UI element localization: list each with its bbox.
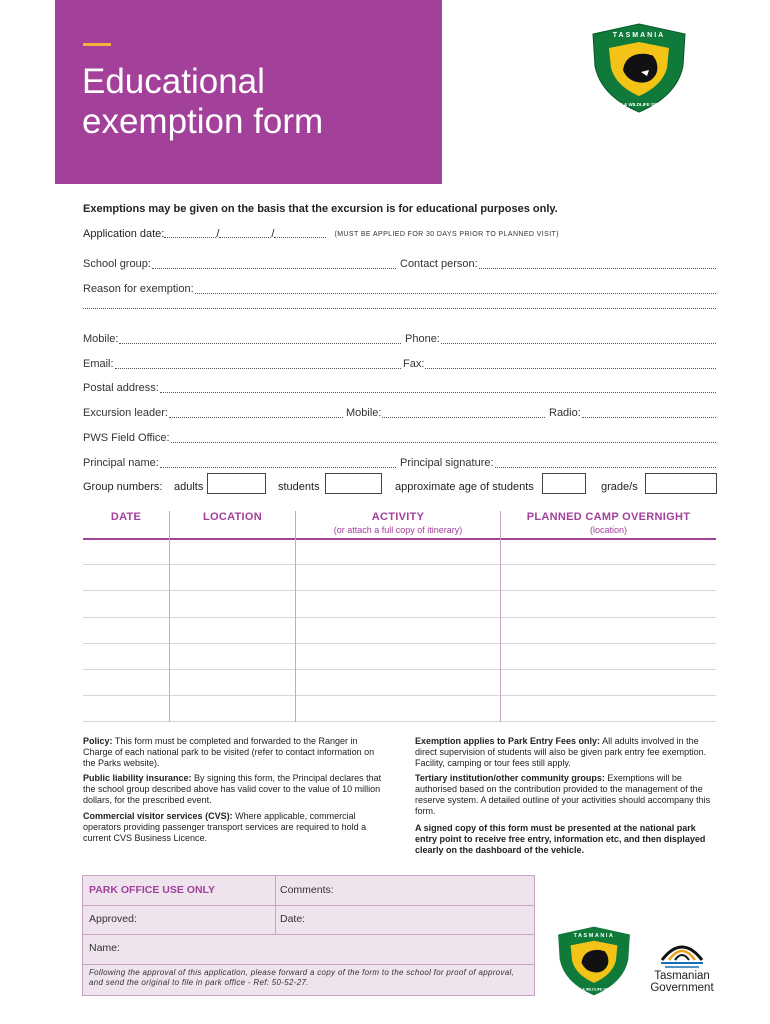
table-row[interactable] xyxy=(83,669,716,670)
signed-copy-note: A signed copy of this form must be presented at the national park entry point to receive free entry, information etc, and then displayed clearly on the dashboard of the vehicle. xyxy=(415,823,706,855)
table-header-rule xyxy=(83,538,716,540)
grades-input[interactable] xyxy=(645,473,717,494)
application-date-row xyxy=(83,228,559,240)
table-row[interactable] xyxy=(83,643,716,644)
date-month-field[interactable] xyxy=(219,237,271,238)
park-office-box xyxy=(82,875,535,996)
fax-field[interactable]: Fax: xyxy=(403,357,716,371)
table-header-location: LOCATION xyxy=(202,511,263,523)
cvs-note: Commercial visitor services (CVS): Where applicable, commercial operators providing passenger transport services are required to hold a current CVS Business Licence. xyxy=(83,811,367,843)
tertiary-note: Tertiary institution/other community groups: Exemptions will be authorised based on the contribution provided to the management of the reserve system. A detailed outline of your activities should accompany this form. xyxy=(415,773,711,816)
students-label: students xyxy=(278,481,320,493)
principal-signature-field[interactable]: Principal signature: xyxy=(400,456,716,470)
tasmanian-government-crest-icon xyxy=(657,930,707,970)
logo-bottom-text: PARKS & WILDLIFE SERVICE xyxy=(607,102,671,107)
students-count-input[interactable] xyxy=(325,473,382,494)
table-row[interactable] xyxy=(83,590,716,591)
date-separator: / xyxy=(271,228,275,240)
date-separator: / xyxy=(216,228,220,240)
approved-field[interactable]: Approved: xyxy=(89,913,137,925)
reason-field-line2[interactable] xyxy=(83,307,716,311)
pws-field-office-field[interactable]: PWS Field Office: xyxy=(83,431,716,445)
logo-top-text: TASMANIA xyxy=(612,32,666,39)
table-header-camp: PLANNED CAMP OVERNIGHT xyxy=(526,511,691,523)
policy-note: Policy: This form must be completed and forwarded to the Ranger in Charge of each national park to be visited (refer to contact information on the Parks website). xyxy=(83,736,375,768)
date-day-field[interactable] xyxy=(164,237,216,238)
approx-age-label: approximate age of students xyxy=(395,481,534,493)
table-header-date: DATE xyxy=(110,511,142,523)
intro-text: Exemptions may be given on the basis that the excursion is for educational purposes only. xyxy=(83,203,558,215)
table-header-activity-note: (or attach a full copy of itinerary) xyxy=(333,525,463,535)
approx-age-input[interactable] xyxy=(542,473,586,494)
page-title: Educational exemption form xyxy=(82,62,324,141)
office-date-field[interactable]: Date: xyxy=(280,913,306,925)
parks-wildlife-logo-small xyxy=(555,925,633,997)
leader-mobile-field[interactable]: Mobile: xyxy=(346,406,545,420)
contact-person-field[interactable]: Contact person: xyxy=(400,257,716,271)
group-numbers-label: Group numbers: xyxy=(83,481,163,493)
date-year-field[interactable] xyxy=(274,237,326,238)
svg-text:PARKS & WILDLIFE SERVICE: PARKS & WILDLIFE SERVICE xyxy=(569,987,619,992)
excursion-leader-field[interactable]: Excursion leader: xyxy=(83,406,343,420)
comments-field[interactable]: Comments: xyxy=(280,884,334,896)
svg-text:TASMANIA: TASMANIA xyxy=(573,932,615,939)
table-column-divider xyxy=(500,511,501,722)
office-name-field[interactable]: Name: xyxy=(89,942,120,954)
table-header-camp-note: (location) xyxy=(589,525,627,535)
office-footer-note: Following the approval of this application, please forward a copy of the form to the school for proof of approval, and send the original to file in park office - Ref: 50-52-27. xyxy=(89,968,515,987)
application-date-note: (MUST BE APPLIED FOR 30 DAYS PRIOR TO PLANNED VISIT) xyxy=(334,231,559,238)
mobile-field[interactable]: Mobile: xyxy=(83,332,401,346)
application-date-label: Application date: xyxy=(83,228,165,240)
table-header-activity: ACTIVITY xyxy=(371,511,425,523)
phone-field[interactable]: Phone: xyxy=(405,332,716,346)
table-row[interactable] xyxy=(83,564,716,565)
grades-label: grade/s xyxy=(601,481,638,493)
radio-field[interactable]: Radio: xyxy=(549,406,716,420)
header-banner xyxy=(55,0,442,184)
table-row[interactable] xyxy=(83,721,716,722)
email-field[interactable]: Email: xyxy=(83,357,401,371)
adults-count-input[interactable] xyxy=(207,473,266,494)
reason-field[interactable]: Reason for exemption: xyxy=(83,282,716,296)
table-row[interactable] xyxy=(83,695,716,696)
table-column-divider xyxy=(295,511,296,722)
school-group-field[interactable]: School group: xyxy=(83,257,396,271)
header-accent-bar xyxy=(83,43,111,46)
parks-wildlife-logo xyxy=(589,22,689,114)
principal-name-field[interactable]: Principal name: xyxy=(83,456,396,470)
adults-label: adults xyxy=(174,481,204,493)
liability-note: Public liability insurance: By signing this form, the Principal declares that the school group described above has valid cover to the value of 10 million dollars, for the prescribed event. xyxy=(83,773,382,805)
postal-address-field[interactable]: Postal address: xyxy=(83,381,716,395)
entry-fees-note: Exemption applies to Park Entry Fees only: All adults involved in the direct supervision of students will also be given park entry fee exemption. Facility, camping or tour fees still apply. xyxy=(415,736,707,768)
table-column-divider xyxy=(169,511,170,722)
tasmanian-government-logo: Tasmanian Government xyxy=(650,970,714,994)
table-row[interactable] xyxy=(83,617,716,618)
office-use-title: PARK OFFICE USE ONLY xyxy=(89,884,216,896)
